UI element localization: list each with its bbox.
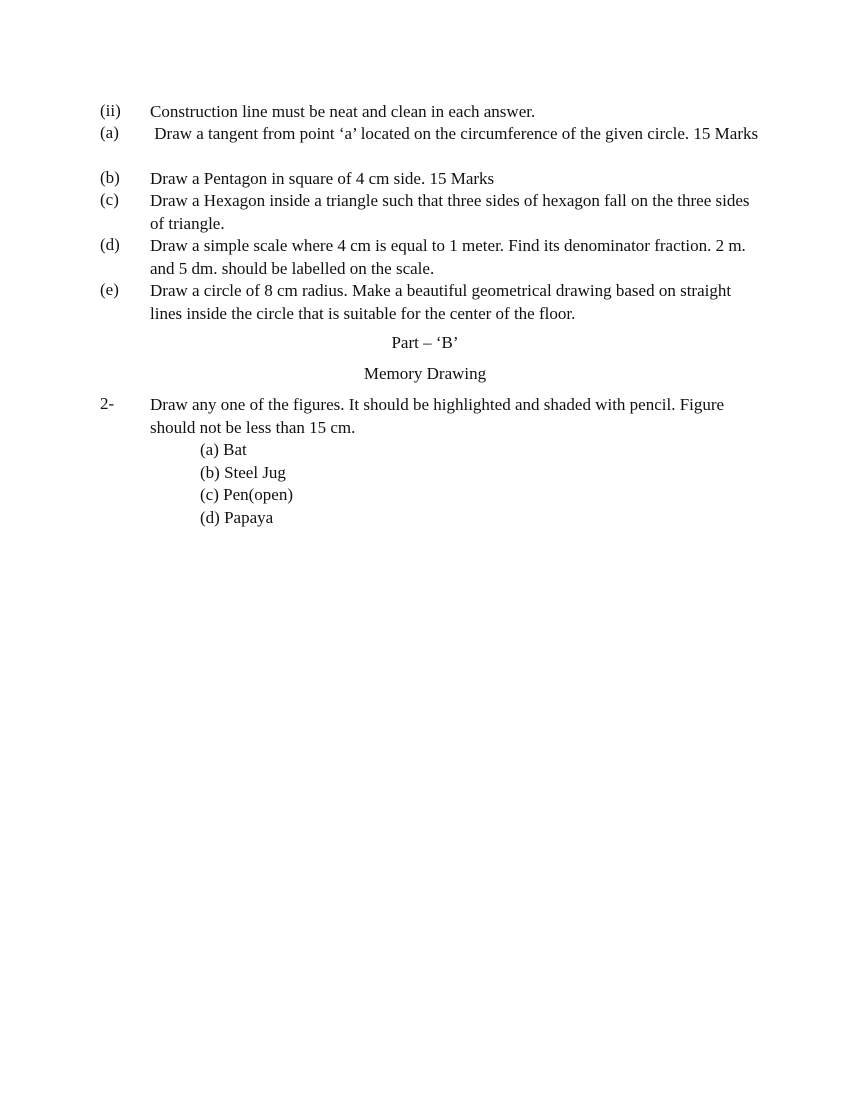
question-label: 2- (100, 394, 115, 413)
question-text: Draw a tangent from point ‘a’ located on the circumference of the given circle. 15 Marks (150, 124, 759, 143)
part-b-heading: Part – ‘B’ (391, 333, 459, 352)
question-label: (e) (100, 280, 119, 299)
instruction-text: Construction line must be neat and clean in each answer. (150, 102, 536, 121)
memory-drawing-heading: Memory Drawing (363, 364, 487, 383)
question-label: (b) (100, 168, 120, 187)
question-text: Draw a Hexagon inside a triangle such that three sides of hexagon fall on the three sides of triangle. (150, 191, 750, 233)
question-label: (c) (100, 190, 119, 209)
question-text: Draw a Pentagon in square of 4 cm side. 15 Marks (150, 169, 495, 188)
question-label: (a) (100, 123, 119, 142)
option-bat: (a) Bat (200, 440, 247, 459)
question-text: Draw a simple scale where 4 cm is equal to 1 meter. Find its denominator fraction. 2 m. and 5 dm. should be labelled on the scale. (150, 236, 746, 278)
option-pen-open: (c) Pen(open) (200, 485, 293, 504)
question-label: (d) (100, 235, 120, 254)
option-papaya: (d) Papaya (200, 507, 274, 527)
option-list (200, 439, 293, 529)
question-text: Draw a circle of 8 cm radius. Make a beautiful geometrical drawing based on straight lines inside the circle that is suitable for the center of the floor. (150, 281, 732, 323)
question-text: Draw any one of the figures. It should be highlighted and shaded with pencil. Figure should not be less than 15 cm. (150, 395, 725, 437)
instruction-label: (ii) (100, 101, 121, 120)
option-steel-jug: (b) Steel Jug (200, 462, 286, 482)
